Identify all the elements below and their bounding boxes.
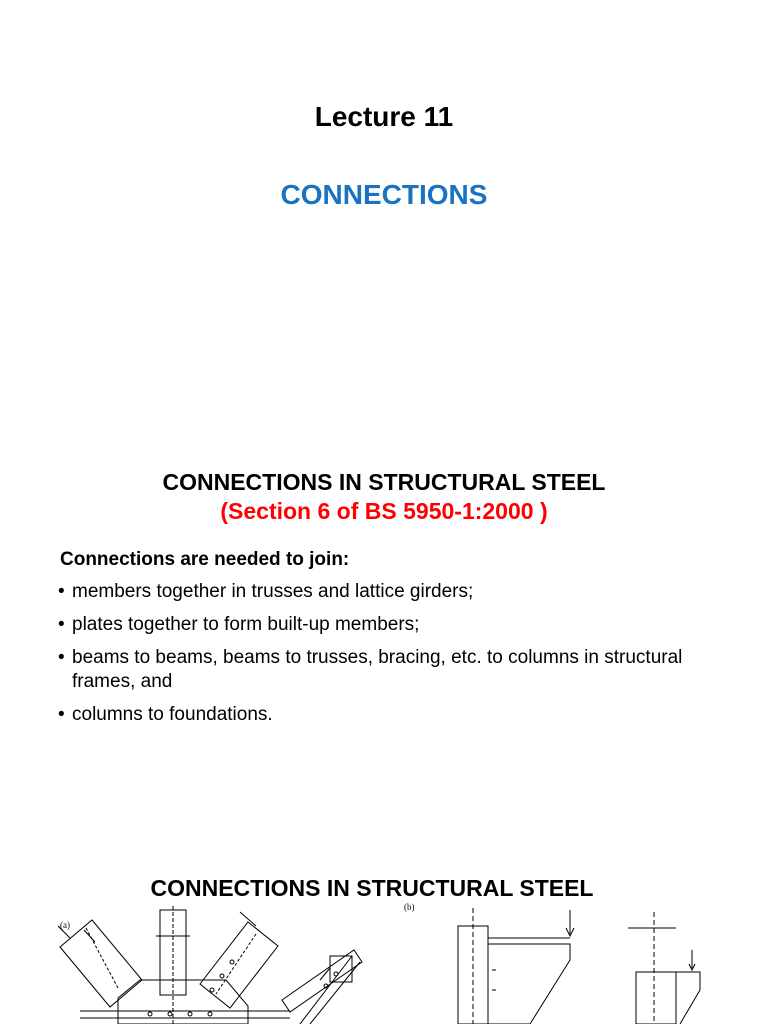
bullet-icon: • bbox=[58, 581, 65, 602]
bullet-list bbox=[58, 580, 718, 736]
code-reference: (Section 6 of BS 5950-1:2000 ) bbox=[220, 498, 548, 524]
list-item-text: members together in trusses and lattice girders; bbox=[72, 581, 474, 602]
slide-introduction bbox=[0, 430, 768, 830]
section-heading: CONNECTIONS IN STRUCTURAL STEEL bbox=[162, 469, 606, 495]
truss-gusset-joint-drawing bbox=[58, 906, 290, 1024]
slide-figures bbox=[0, 830, 768, 1024]
list-item-text: columns to foundations. bbox=[72, 704, 273, 725]
bullet-icon: • bbox=[58, 614, 65, 635]
figure-label-b: (b) bbox=[404, 902, 415, 912]
slide-title bbox=[0, 0, 768, 430]
lecture-title: Lecture 11 bbox=[314, 101, 454, 132]
section-heading-repeat: CONNECTIONS IN STRUCTURAL STEEL bbox=[150, 875, 594, 901]
list-item bbox=[58, 703, 718, 727]
list-item bbox=[58, 580, 718, 604]
column-seat-drawing bbox=[628, 912, 700, 1024]
intro-text: Connections are needed to join: bbox=[60, 549, 350, 570]
bullet-icon: • bbox=[58, 647, 65, 668]
topic-title: CONNECTIONS bbox=[280, 179, 488, 210]
figure-label-a: (a) bbox=[60, 920, 70, 930]
column-bracket-drawing bbox=[458, 908, 574, 1024]
list-item-text: plates together to form built-up members; bbox=[72, 614, 420, 635]
angle-connection-detail-drawing bbox=[282, 950, 362, 1024]
list-item-text: beams to beams, beams to trusses, bracing, etc. to columns in structural frames, and bbox=[72, 647, 683, 692]
list-item bbox=[58, 646, 718, 694]
connection-drawings bbox=[0, 830, 768, 1024]
bullet-icon: • bbox=[58, 704, 65, 725]
list-item bbox=[58, 613, 718, 637]
